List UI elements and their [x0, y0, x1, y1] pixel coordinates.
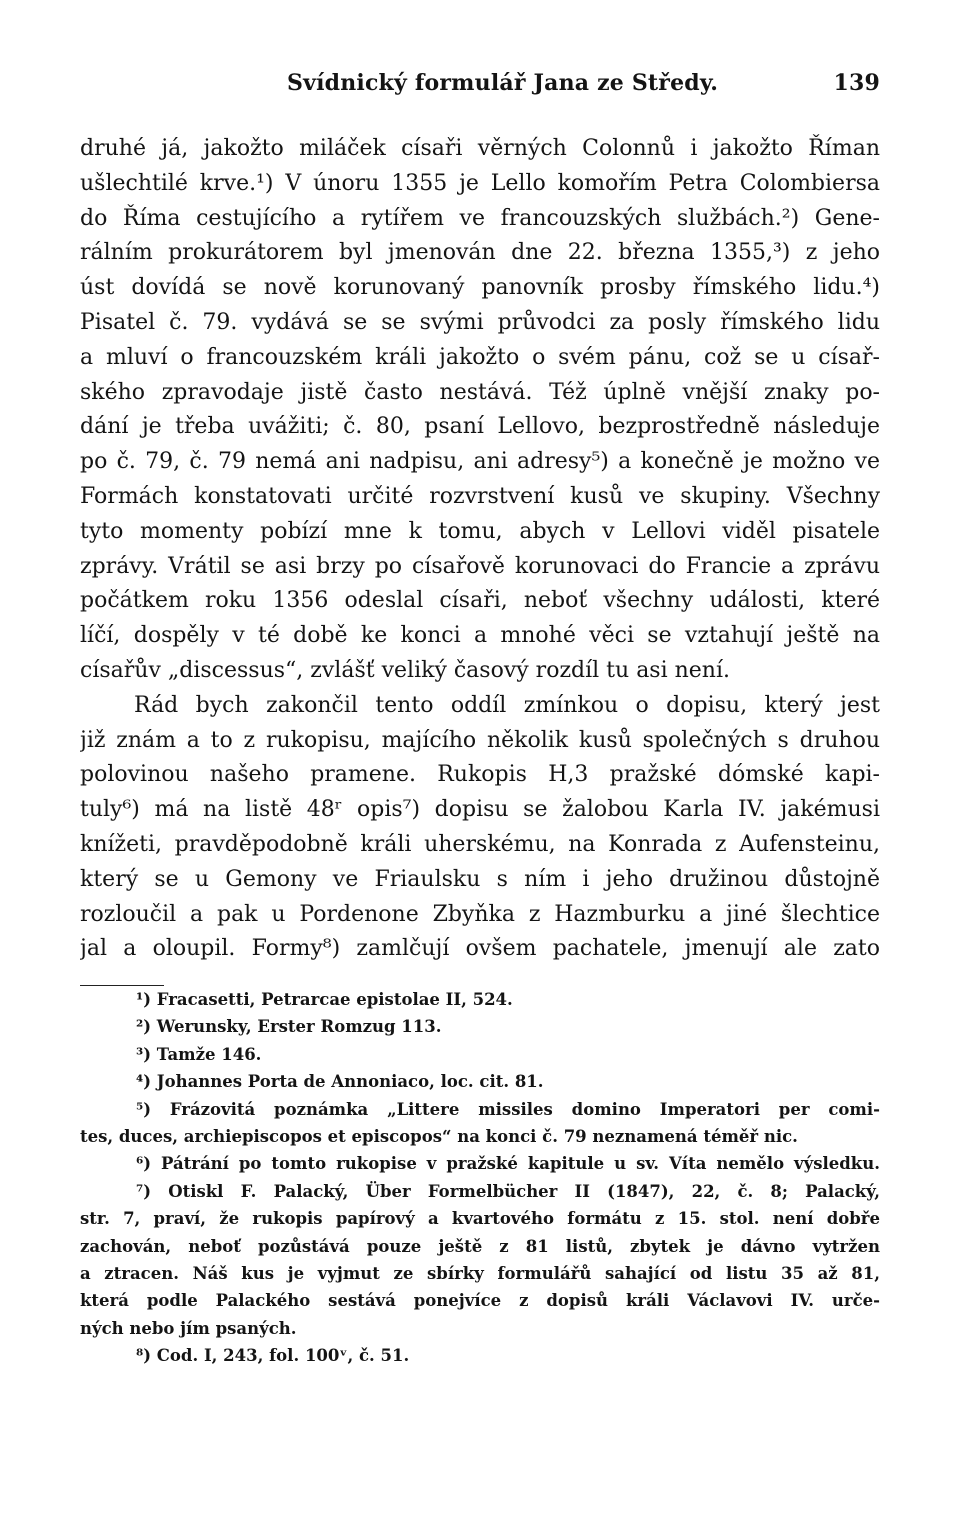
text-line: jal a oloupil. Formy⁸) zamlčují ovšem pachatele, jmenují ale zato — [80, 936, 880, 962]
running-title: Svídnický formulář Jana ze Středy. — [287, 70, 719, 96]
text-line: tuly⁶) má na listě 48ʳ opis⁷) dopisu se žalobou Karla IV. jakémusi — [80, 797, 880, 823]
footnote-5-cont: tes, duces, archiepiscopos et episcopos“ na konci č. 79 neznamená téměř nic. — [80, 1126, 798, 1146]
text-line: Pisatel č. 79. vydává se se svými průvodci za posly římského lidu — [80, 309, 880, 335]
text-line: ušlechtilé krve.¹) V únoru 1355 je Lello komořím Petra Colombiersa — [80, 170, 880, 196]
text-line-paragraph-start: Rád bych zakončil tento oddíl zmínkou o dopisu, který jest — [134, 692, 880, 718]
footnote-2: ²) Werunsky, Erster Romzug 113. — [136, 1017, 442, 1037]
footnote-6: ⁶) Pátrání po tomto rukopise v pražské kapitule u sv. Víta nemělo výsledku. — [136, 1154, 880, 1174]
text-line: polovinou našeho pramene. Rukopis H,3 pražské dómské kapi- — [80, 762, 880, 788]
text-line: rozloučil a pak u Pordenone Zbyňka z Hazmburku a jiné šlechtice — [80, 901, 880, 927]
footnote-3: ³) Tamže 146. — [136, 1044, 262, 1064]
text-line: císařův „discessus“, zvlášť veliký časový rozdíl tu asi není. — [80, 657, 731, 683]
text-line: rálním prokurátorem byl jmenován dne 22. března 1355,³) z jeho — [80, 240, 880, 266]
footnotes — [80, 986, 880, 1369]
text-line: do Říma cestujícího a rytířem ve francouzských službách.²) Gene- — [80, 205, 880, 231]
text-line: tyto momenty pobízí mne k tomu, abych v Lellovi viděl pisatele — [80, 518, 880, 544]
text-line: počátkem roku 1356 odeslal císaři, neboť všechny události, které — [80, 588, 880, 614]
footnote-7: ⁷) Otiskl F. Palacký, Über Formelbücher II (1847), 22, č. 8; Palacký, — [136, 1181, 880, 1201]
footnote-8: ⁸) Cod. I, 243, fol. 100ᵛ, č. 51. — [136, 1346, 410, 1366]
running-header — [80, 70, 880, 106]
footnote-7-cont: ných nebo jím psaných. — [80, 1318, 297, 1338]
main-text — [80, 132, 880, 967]
text-line: druhé já, jakožto miláček císaři věrných Colonnů i jakožto Říman — [80, 136, 880, 161]
footnote-7-cont: str. 7, praví, že rukopis papírový a kvartového formátu z 15. stol. není dobře — [80, 1209, 880, 1229]
footnote-7-cont: která podle Palackého sestává ponejvíce z dopisů králi Václavovi IV. urče- — [80, 1291, 880, 1311]
page-number: 139 — [833, 70, 880, 96]
text-line: Formách konstatovati určité rozvrstvení kusů ve skupiny. Všechny — [80, 483, 880, 509]
footnote-4: ⁴) Johannes Porta de Annoniaco, loc. cit. 81. — [136, 1072, 544, 1092]
footnote-5: ⁵) Frázovitá poznámka „Littere missiles domino Imperatori per comi- — [136, 1099, 880, 1119]
text-line: již znám a to z rukopisu, majícího několik kusů společných s druhou — [80, 727, 880, 753]
text-line: dání je třeba uvážiti; č. 80, psaní Lellovo, bezprostředně následuje — [80, 414, 880, 440]
footnote-7-cont: zachován, neboť pozůstává pouze ještě z 81 listů, zbytek je dávno vytržen — [80, 1236, 880, 1256]
text-line: ského zpravodaje jistě často nestává. Též úplně vnější znaky po- — [80, 379, 880, 405]
text-line: knížeti, pravděpodobně králi uherskému, na Konrada z Aufensteinu, — [80, 831, 880, 857]
text-line: a mluví o francouzském králi jakožto o svém pánu, což se u císař- — [80, 344, 880, 370]
text-line: líčí, dospěly v té době ke konci a mnohé věci se vztahují ještě na — [80, 623, 880, 649]
text-line: úst dovídá se nově korunovaný panovník prosby římského lidu.⁴) — [80, 275, 880, 301]
text-line: který se u Gemony ve Friaulsku s ním i jeho družinou důstojně — [80, 866, 880, 892]
text-line: zprávy. Vrátil se asi brzy po císařově korunovaci do Francie a zprávu — [80, 553, 880, 579]
footnote-7-cont: a ztracen. Náš kus je vyjmut ze sbírky formulářů sahající od listu 35 až 81, — [80, 1263, 880, 1283]
text-line: po č. 79, č. 79 nemá ani nadpisu, ani adresy⁵) a konečně je možno ve — [80, 449, 880, 475]
footnote-1: ¹) Fracasetti, Petrarcae epistolae II, 524. — [136, 990, 513, 1009]
